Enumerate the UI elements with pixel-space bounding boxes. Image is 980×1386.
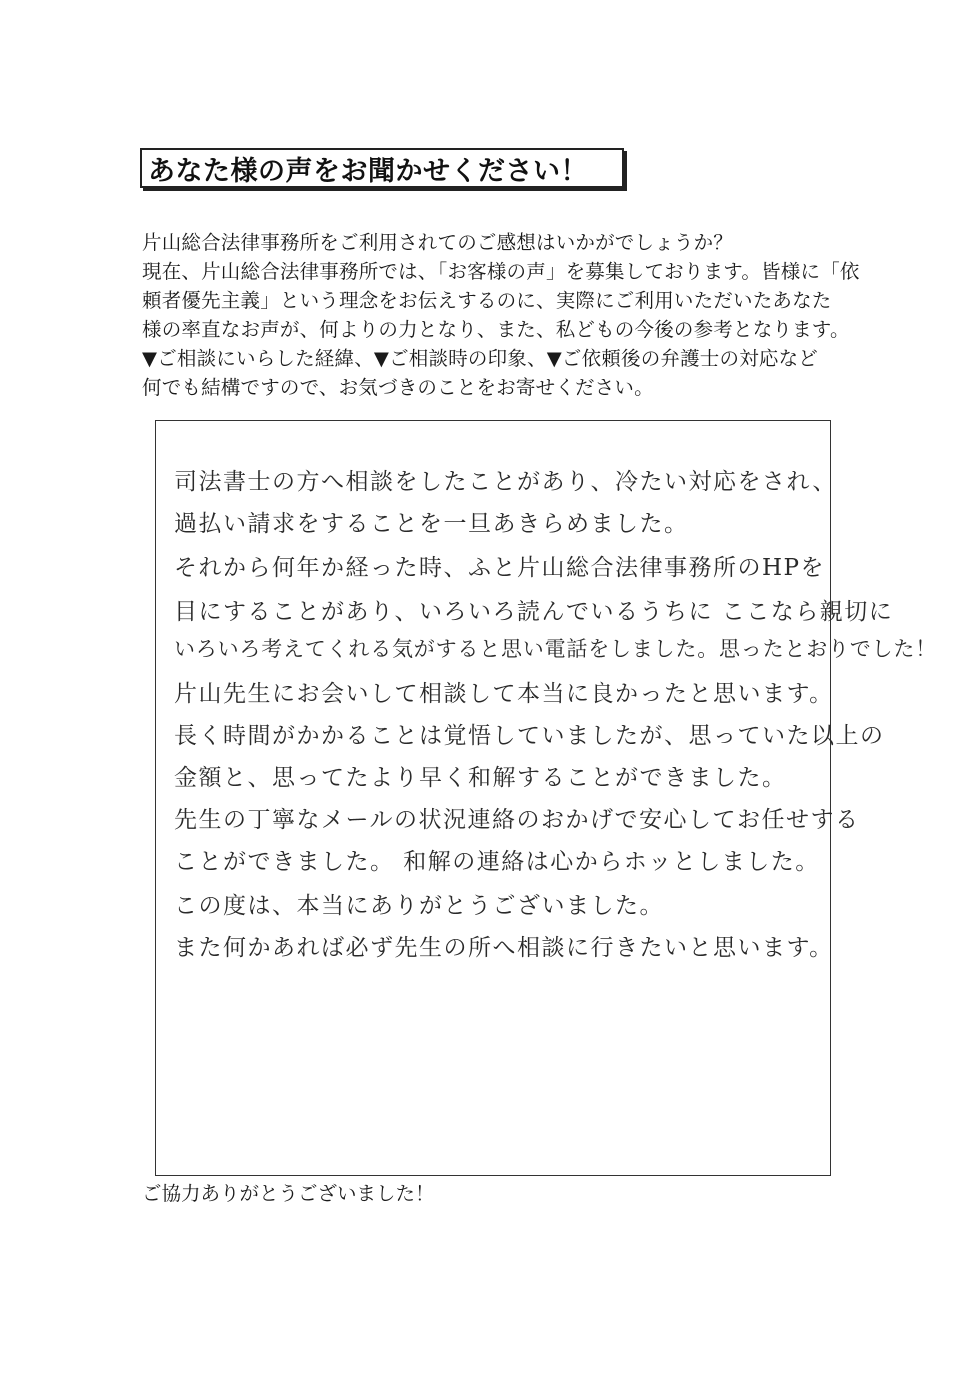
intro-line: 何でも結構ですので、お気づきのことをお寄せください。	[142, 376, 654, 399]
intro-paragraph	[142, 228, 860, 402]
handwritten-line: 金額と、思ってたより早く和解することができました。	[174, 765, 787, 791]
handwritten-line: 司法書士の方へ相談をしたことがあり、冷たい対応をされ、	[174, 469, 837, 495]
intro-line: ▼ご相談にいらした経緯、▼ご相談時の印象、▼ご依頼後の弁護士の対応など	[142, 347, 818, 370]
handwritten-line: 目にすることがあり、いろいろ読んでいるうちに ここなら親切に	[174, 599, 894, 625]
handwritten-response-box	[155, 420, 937, 1176]
intro-line: 現在、片山総合法律事務所では、「お客様の声」を募集しております。皆様に「依	[142, 260, 860, 283]
handwritten-line: それから何年か経った時、ふと片山総合法律事務所のHPを	[174, 555, 826, 581]
title-banner	[140, 148, 624, 188]
intro-line: 様の率直なお声が、何よりの力となり、また、私どもの今後の参考となります。	[142, 318, 850, 341]
handwritten-line: また何かあれば必ず先生の所へ相談に行きたいと思います。	[174, 935, 834, 961]
thanks-message: ご協力ありがとうございました！	[142, 1182, 435, 1205]
handwritten-line: 先生の丁寧なメールの状況連絡のおかげで安心してお任せする	[174, 807, 860, 833]
handwritten-line: ことができました。 和解の連絡は心からホッとしました。	[174, 849, 820, 875]
intro-line: 片山総合法律事務所をご利用されてのご感想はいかがでしょうか？	[142, 231, 734, 254]
intro-line: 頼者優先主義」という理念をお伝えするのに、実際にご利用いただいたあなた	[142, 289, 832, 312]
handwritten-line: 片山先生にお会いして相談して本当に良かったと思います。	[174, 681, 834, 707]
handwritten-line: この度は、本当にありがとうございました。	[174, 893, 664, 919]
handwritten-line: 過払い請求をすることを一旦あきらめました。	[174, 511, 689, 537]
handwritten-line: 長く時間がかかることは覚悟していましたが、思っていた以上の	[174, 723, 885, 749]
handwritten-line: いろいろ考えてくれる気がすると思い電話をしました。思ったとおりでした！	[174, 637, 937, 661]
page-title: あなた様の声をお聞かせください！	[148, 155, 588, 187]
